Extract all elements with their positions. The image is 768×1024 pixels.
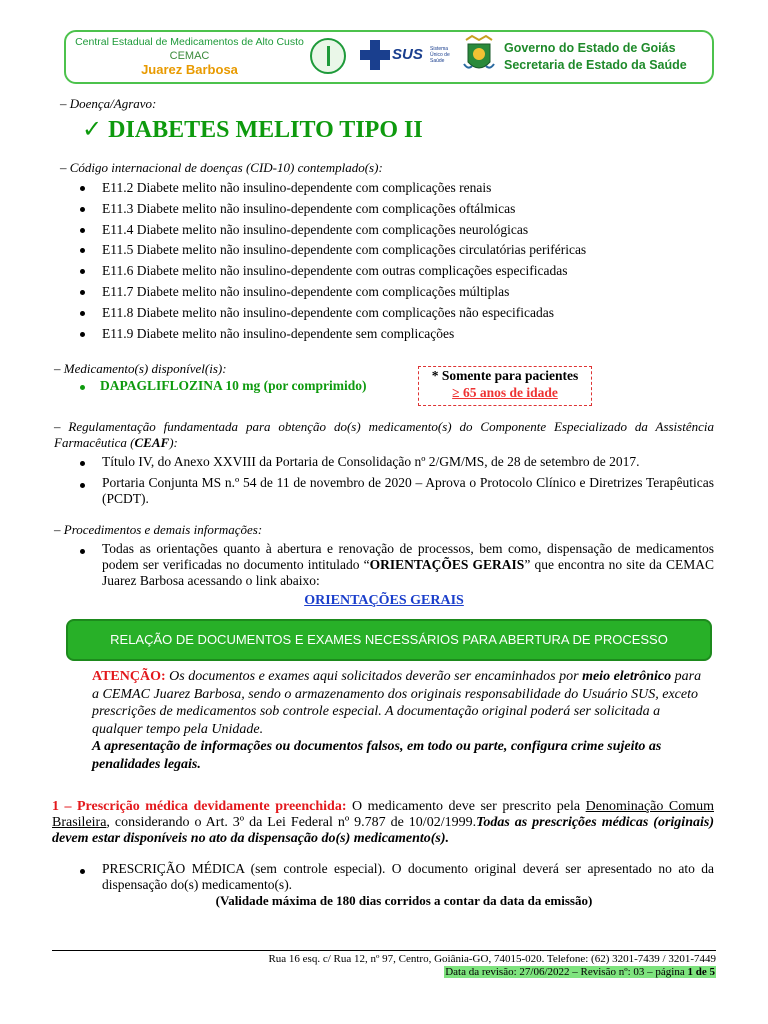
attention-text-bold: meio eletrônico (582, 669, 672, 684)
prescription-item: PRESCRIÇÃO MÉDICA (sem controle especial). O documento original deverá ser apresentado no ato da dispensação do(s) medicamento(s). (74, 861, 714, 893)
note-line1: * Somente para pacientes (431, 368, 579, 383)
footer-page: 1 de 5 (687, 966, 715, 978)
procedures-text-bold: ORIENTAÇÕES GERAIS (369, 557, 525, 572)
regulation-list (74, 453, 714, 507)
cid-item: E11.2 Diabete melito não insulino-dependente com complicações renais (74, 178, 586, 199)
age-restriction-note (418, 366, 592, 406)
attention-text-b: para a CEMAC Juarez Barbosa, sendo o armazenamento dos originais responsabilidade do Usuário SUS, exceto prescrições de medicamentos sob controle especial. A documentação original poderá ser solicitada a qualquer tempo pela Unidade. (92, 669, 702, 737)
disease-title (82, 115, 423, 144)
procedures-label: – Procedimentos e demais informações: (54, 522, 263, 537)
government-line1: Governo do Estado de Goiás (504, 41, 676, 55)
documents-section-banner: RELAÇÃO DE DOCUMENTOS E EXAMES NECESSÁRIOS PARA ABERTURA DE PROCESSO (66, 619, 712, 661)
orientacoes-gerais-link[interactable]: ORIENTAÇÕES GERAIS (304, 593, 464, 608)
cid-item: E11.3 Diabete melito não insulino-dependente com complicações oftálmicas (74, 199, 586, 220)
doenca-label: – Doença/Agravo: (60, 96, 157, 111)
procedures-item (74, 541, 714, 589)
footer-divider (52, 950, 716, 951)
regulation-item: Título IV, do Anexo XXVIII da Portaria de Consolidação nº 2/GM/MS, de 28 de setembro de 2017. (74, 453, 714, 471)
cid-label: – Código internacional de doenças (CID-10) contemplado(s): (60, 160, 383, 175)
footer-address: Rua 16 esq. c/ Rua 12, nº 97, Centro, Goiânia-GO, 74015-020. Telefone: (62) 3201-7439 / 3201-7449 (268, 953, 716, 965)
prescription-list (74, 861, 714, 893)
procedures-text-b: ” que encontra no site da CEMAC Juarez Barbosa acessando o link abaixo: (102, 557, 715, 588)
org-name-line2: CEMAC (169, 50, 210, 62)
procedures-text-a: Todas as orientações quanto à abertura e renovação de processos, bem como, dispensação de medicamentos podem ser verificadas no documento intitulado “ (102, 541, 714, 572)
attention-text-c: A apresentação de informações ou documentos falsos, em todo ou parte, configura crime sujeito as penalidades legais. (92, 739, 662, 772)
cid-item: E11.4 Diabete melito não insulino-dependente com complicações neurológicas (74, 220, 586, 241)
prescription-lead: 1 – Prescrição médica devidamente preenchida: (52, 799, 347, 814)
prescription-paragraph (52, 799, 714, 847)
disease-title-text: DIABETES MELITO TIPO II (108, 117, 423, 143)
prescription-text-c: Todas as prescrições médicas (originais) devem estar disponíveis no ato da dispensação do(s) medicamento(s). (52, 815, 714, 846)
prescription-text-b: , considerando o Art. 3º da Lei Federal nº 9.787 de 10/02/1999. (106, 815, 477, 830)
medication-label: – Medicamento(s) disponível(is): (54, 361, 227, 376)
validity-note: (Validade máxima de 180 dias corridos a contar da data da emissão) (215, 893, 593, 908)
goias-coat-of-arms-icon (462, 34, 496, 78)
footer-revision-text: Data da revisão: 27/06/2022 – Revisão nº: 03 – página (445, 966, 688, 978)
checkmark-icon: ✓ (82, 115, 103, 143)
header-box (64, 30, 714, 84)
cid-item: E11.7 Diabete melito não insulino-dependente com complicações múltiplas (74, 282, 586, 303)
org-name-block (72, 35, 307, 77)
prescription-dcb: Denominação Comum Brasileira (52, 799, 714, 830)
pharmacy-logo-icon (310, 38, 346, 74)
sus-cross-icon (360, 40, 390, 70)
sus-logo-text: SUS (392, 46, 423, 63)
medication-name: DAPAGLIFLOZINA 10 mg (por comprimido) (100, 378, 367, 393)
note-line2: ≥ 65 anos de idade (452, 385, 558, 400)
prescription-text-a: O medicamento deve ser prescrito pela (346, 799, 586, 814)
cid-item: E11.9 Diabete melito não insulino-dependente sem complicações (74, 324, 586, 345)
footer-revision (444, 966, 716, 978)
regulation-label-text: – Regulamentação fundamentada para obtenção do(s) medicamento(s) do Componente Especializado da Assistência Farmacêutica ( (54, 419, 714, 450)
regulation-label-end: ): (169, 435, 178, 450)
regulation-item: Portaria Conjunta MS n.º 54 de 11 de novembro de 2020 – Aprova o Protocolo Clínico e Diretrizes Terapêuticas (PCDT). (74, 475, 714, 507)
government-line2: Secretaria de Estado da Saúde (504, 58, 687, 72)
attention-text-a: Os documentos e exames aqui solicitados deverão ser encaminhados por (165, 669, 583, 684)
sus-logo-subtext: Sistema Único de Saúde (430, 46, 450, 64)
org-name-line1: Central Estadual de Medicamentos de Alto Custo (75, 36, 304, 48)
attention-notice (92, 668, 710, 773)
cid-item: E11.8 Diabete melito não insulino-dependente com complicações não especificadas (74, 303, 586, 324)
medication-item (76, 378, 367, 394)
regulation-label (54, 419, 714, 451)
cid-item: E11.5 Diabete melito não insulino-dependente com complicações circulatórias periféricas (74, 240, 586, 261)
sus-logo (358, 40, 458, 72)
org-name-line3: Juarez Barbosa (141, 62, 238, 77)
cid-list (74, 178, 586, 344)
attention-lead: ATENÇÃO: (92, 669, 166, 684)
government-name-block (504, 40, 687, 74)
cid-item: E11.6 Diabete melito não insulino-dependente com outras complicações especificadas (74, 261, 586, 282)
regulation-label-ceaf: CEAF (134, 435, 170, 450)
procedures-list (74, 541, 714, 589)
